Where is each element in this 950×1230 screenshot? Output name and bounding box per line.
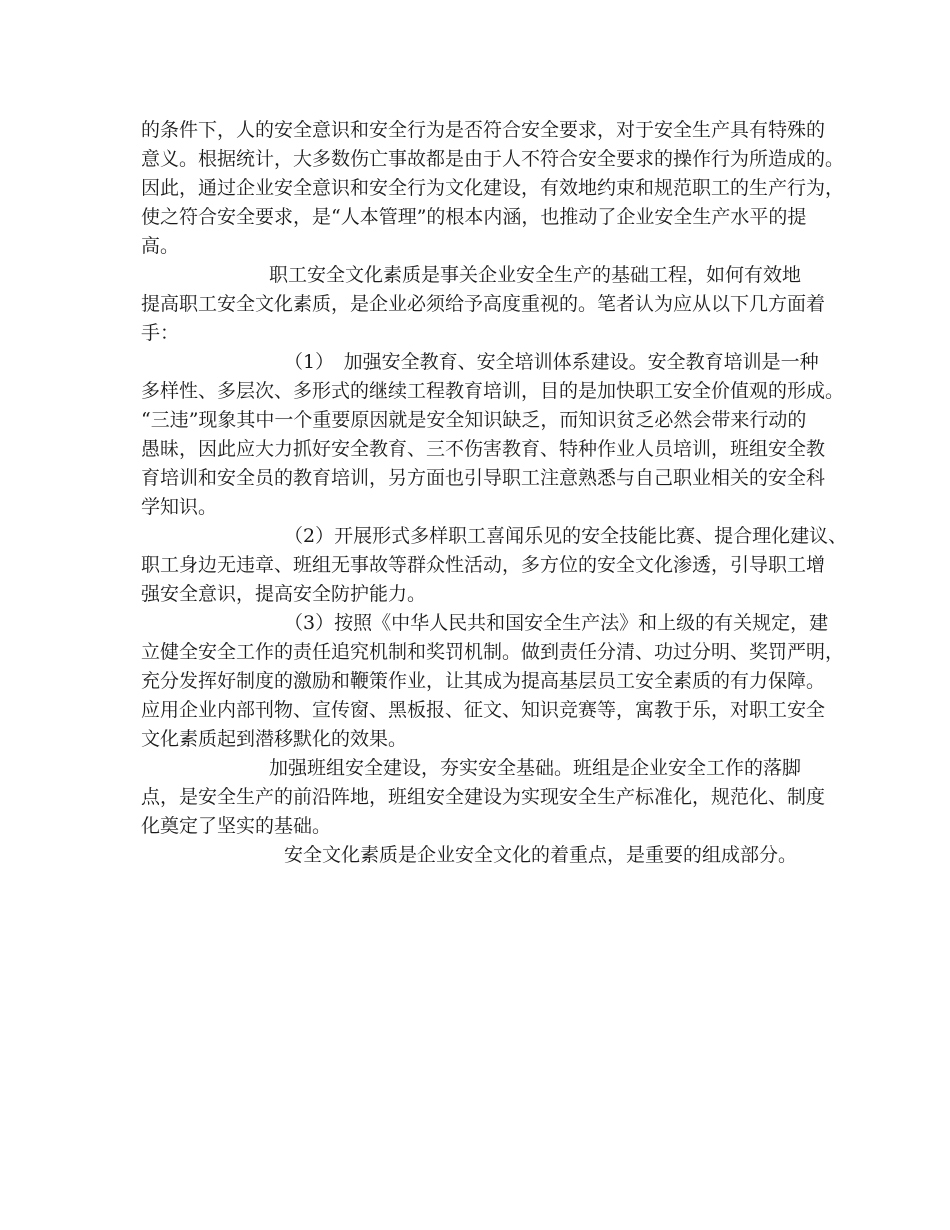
paragraph-4 <box>141 522 848 609</box>
text-line: （2）开展形式多样职工喜闻乐见的安全技能比赛、提合理化建议、 <box>284 525 848 547</box>
text-line: 因此，通过企业安全意识和安全行为文化建设，有效地约束和规范职工的生产行为， <box>141 177 845 199</box>
document-body <box>141 116 848 870</box>
text-line: 安全文化素质是企业安全文化的着重点，是重要的组成部分。 <box>284 844 798 866</box>
text-line: 育培训和安全员的教育培训，另方面也引导职工注意熟悉与自己职业相关的安全科 <box>141 467 826 489</box>
text-line: 多样性、多层次、多形式的继续工程教育培训，目的是加快职工安全价值观的形成。 <box>141 380 845 402</box>
text-line: 愚昧，因此应大力抓好安全教育、三不伤害教育、特种作业人员培训，班组安全教 <box>141 438 826 460</box>
text-line: 文化素质起到潜移默化的效果。 <box>141 728 408 750</box>
paragraph-2 <box>141 261 826 348</box>
text-line: 化奠定了坚实的基础。 <box>141 815 332 837</box>
text-line: 使之符合安全要求，是“人本管理”的根本内涵，也推动了企业安全生产水平的提 <box>141 206 807 228</box>
text-line: （1） 加强安全教育、安全培训体系建设。安全教育培训是一种 <box>284 351 819 373</box>
text-line: 点，是安全生产的前沿阵地，班组安全建设为实现安全生产标准化，规范化、制度 <box>141 786 826 808</box>
text-line: 充分发挥好制度的激励和鞭策作业，让其成为提高基层员工安全素质的有力保障。 <box>141 670 826 692</box>
text-line: 强安全意识，提高安全防护能力。 <box>141 583 427 605</box>
paragraph-1 <box>141 116 845 261</box>
paragraph-7 <box>141 841 821 870</box>
text-line: 高。 <box>141 235 180 257</box>
text-line: 学知识。 <box>141 496 218 518</box>
paragraph-5 <box>141 609 845 754</box>
text-line: 意义。根据统计，大多数伤亡事故都是由于人不符合安全要求的操作行为所造成的。 <box>141 148 845 170</box>
text-line: （3）按照《中华人民共和国安全生产法》和上级的有关规定，建 <box>284 612 829 634</box>
text-line: 职工身边无违章、班组无事故等群众性活动，多方位的安全文化渗透，引导职工增 <box>141 554 826 576</box>
text-line: “三违”现象其中一个重要原因就是安全知识缺乏，而知识贫乏必然会带来行动的 <box>141 409 807 431</box>
text-line: 提高职工安全文化素质，是企业必须给予高度重视的。笔者认为应从以下几方面着 <box>141 293 826 315</box>
paragraph-3 <box>141 348 845 522</box>
text-line: 加强班组安全建设，夯实安全基础。班组是企业安全工作的落脚 <box>269 757 802 779</box>
text-line: 应用企业内部刊物、宣传窗、黑板报、征文、知识竞赛等，寓教于乐，对职工安全 <box>141 699 826 721</box>
paragraph-6 <box>141 754 826 841</box>
text-line: 手： <box>141 322 180 344</box>
text-line: 立健全安全工作的责任追究机制和奖罚机制。做到责任分清、功过分明、奖罚严明， <box>141 641 845 663</box>
text-line: 职工安全文化素质是事关企业安全生产的基础工程，如何有效地 <box>269 264 802 286</box>
text-line: 的条件下，人的安全意识和安全行为是否符合安全要求，对于安全生产具有特殊的 <box>141 119 826 141</box>
